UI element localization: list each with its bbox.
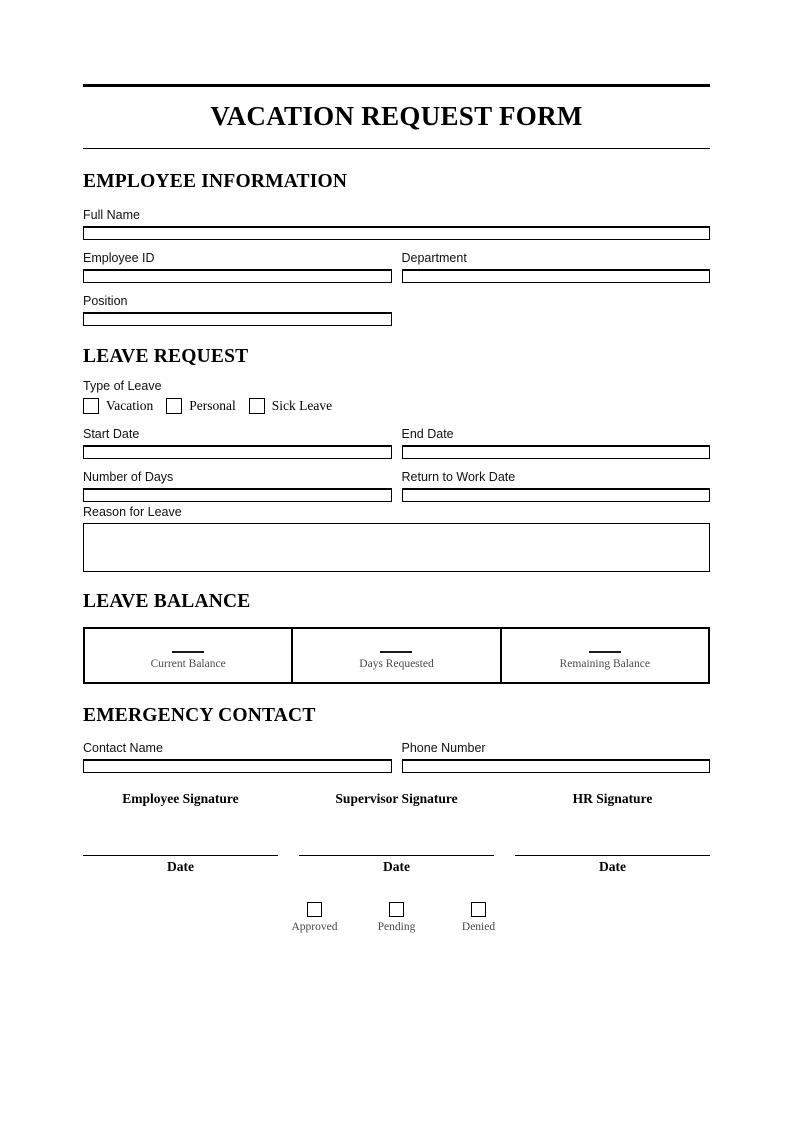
return-to-work-date-group: [402, 470, 711, 502]
current-balance-cell: [85, 629, 293, 682]
approved-option: [282, 902, 348, 933]
supervisor-signature-heading: Supervisor Signature: [335, 791, 458, 806]
leave-type-personal: [166, 398, 236, 414]
employee-date-label: Date: [167, 859, 194, 874]
pending-option: [364, 902, 430, 933]
leave-type-vacation: [83, 398, 153, 414]
phone-number-input[interactable]: [402, 759, 711, 773]
leave-balance-table: [83, 627, 710, 684]
denied-label: Denied: [461, 921, 496, 933]
supervisor-signature-line: [299, 855, 494, 856]
department-input[interactable]: [402, 269, 711, 283]
vacation-checkbox-label: Vacation: [106, 398, 154, 413]
number-of-days-input[interactable]: [83, 488, 392, 502]
type-of-leave-group: [83, 379, 710, 414]
contact-name-group: [83, 741, 392, 773]
reason-for-leave-label: Reason for Leave: [83, 505, 182, 519]
position-input[interactable]: [83, 312, 392, 326]
section-heading-emergency-contact: EMERGENCY CONTACT: [83, 705, 316, 726]
sick-leave-checkbox-label: Sick Leave: [271, 398, 333, 413]
return-to-work-date-label: Return to Work Date: [401, 470, 516, 484]
contact-phone-row: [83, 741, 710, 773]
approved-checkbox[interactable]: [307, 902, 322, 917]
phone-number-group: [402, 741, 711, 773]
remaining-balance-label: Remaining Balance: [559, 657, 650, 670]
current-balance-blank-line: [172, 651, 204, 653]
start-end-date-row: [83, 427, 710, 459]
phone-number-label: Phone Number: [401, 741, 486, 755]
start-date-input[interactable]: [83, 445, 392, 459]
days-requested-blank-line: [380, 651, 412, 653]
employee-id-label: Employee ID: [83, 251, 155, 265]
reason-for-leave-textarea[interactable]: [83, 523, 710, 572]
denied-option: [446, 902, 512, 933]
days-requested-label: Days Requested: [359, 657, 434, 670]
employee-id-input[interactable]: [83, 269, 392, 283]
department-group: [402, 251, 711, 283]
section-heading-leave-request: LEAVE REQUEST: [83, 346, 249, 367]
hr-date-label: Date: [599, 859, 626, 874]
leave-type-options: [83, 398, 710, 414]
supervisor-date-label: Date: [383, 859, 410, 874]
days-return-row: [83, 470, 710, 502]
signatures-row: [83, 790, 710, 876]
type-of-leave-label: Type of Leave: [83, 379, 162, 393]
remaining-balance-cell: [502, 629, 708, 682]
start-date-label: Start Date: [83, 427, 140, 441]
position-group: [83, 294, 710, 326]
return-to-work-date-input[interactable]: [402, 488, 711, 502]
contact-name-label: Contact Name: [83, 741, 163, 755]
full-name-group: [83, 208, 710, 240]
full-name-label: Full Name: [83, 208, 140, 222]
employee-id-group: [83, 251, 392, 283]
reason-for-leave-group: [83, 505, 710, 572]
remaining-balance-blank-line: [589, 651, 621, 653]
number-of-days-group: [83, 470, 392, 502]
page-title: VACATION REQUEST FORM: [210, 101, 583, 131]
pending-label: Pending: [377, 921, 416, 933]
contact-name-input[interactable]: [83, 759, 392, 773]
employee-signature-heading: Employee Signature: [122, 791, 239, 806]
end-date-input[interactable]: [402, 445, 711, 459]
approval-status-row: [83, 902, 710, 933]
end-date-label: End Date: [401, 427, 454, 441]
header-bottom-rule: [83, 148, 710, 149]
pending-checkbox[interactable]: [389, 902, 404, 917]
personal-checkbox-label: Personal: [189, 398, 236, 413]
hr-signature-heading: HR Signature: [572, 791, 653, 806]
hr-signature-line: [515, 855, 710, 856]
department-label: Department: [401, 251, 467, 265]
employee-signature-line: [83, 855, 278, 856]
position-label: Position: [83, 294, 128, 308]
section-heading-employee-information: EMPLOYEE INFORMATION: [83, 171, 348, 192]
section-heading-leave-balance: LEAVE BALANCE: [83, 591, 251, 612]
full-name-input[interactable]: [83, 226, 710, 240]
hr-signature-column: [515, 790, 710, 876]
days-requested-cell: [293, 629, 501, 682]
header-double-rule: [83, 84, 710, 87]
employee-signature-column: [83, 790, 278, 876]
supervisor-signature-column: [299, 790, 494, 876]
denied-checkbox[interactable]: [471, 902, 486, 917]
end-date-group: [402, 427, 711, 459]
personal-checkbox[interactable]: [166, 398, 182, 414]
current-balance-label: Current Balance: [150, 657, 226, 670]
employee-id-department-row: [83, 251, 710, 283]
leave-type-sick-leave: [249, 398, 332, 414]
sick-leave-checkbox[interactable]: [249, 398, 265, 414]
start-date-group: [83, 427, 392, 459]
number-of-days-label: Number of Days: [83, 470, 174, 484]
vacation-checkbox[interactable]: [83, 398, 99, 414]
approved-label: Approved: [291, 921, 338, 933]
